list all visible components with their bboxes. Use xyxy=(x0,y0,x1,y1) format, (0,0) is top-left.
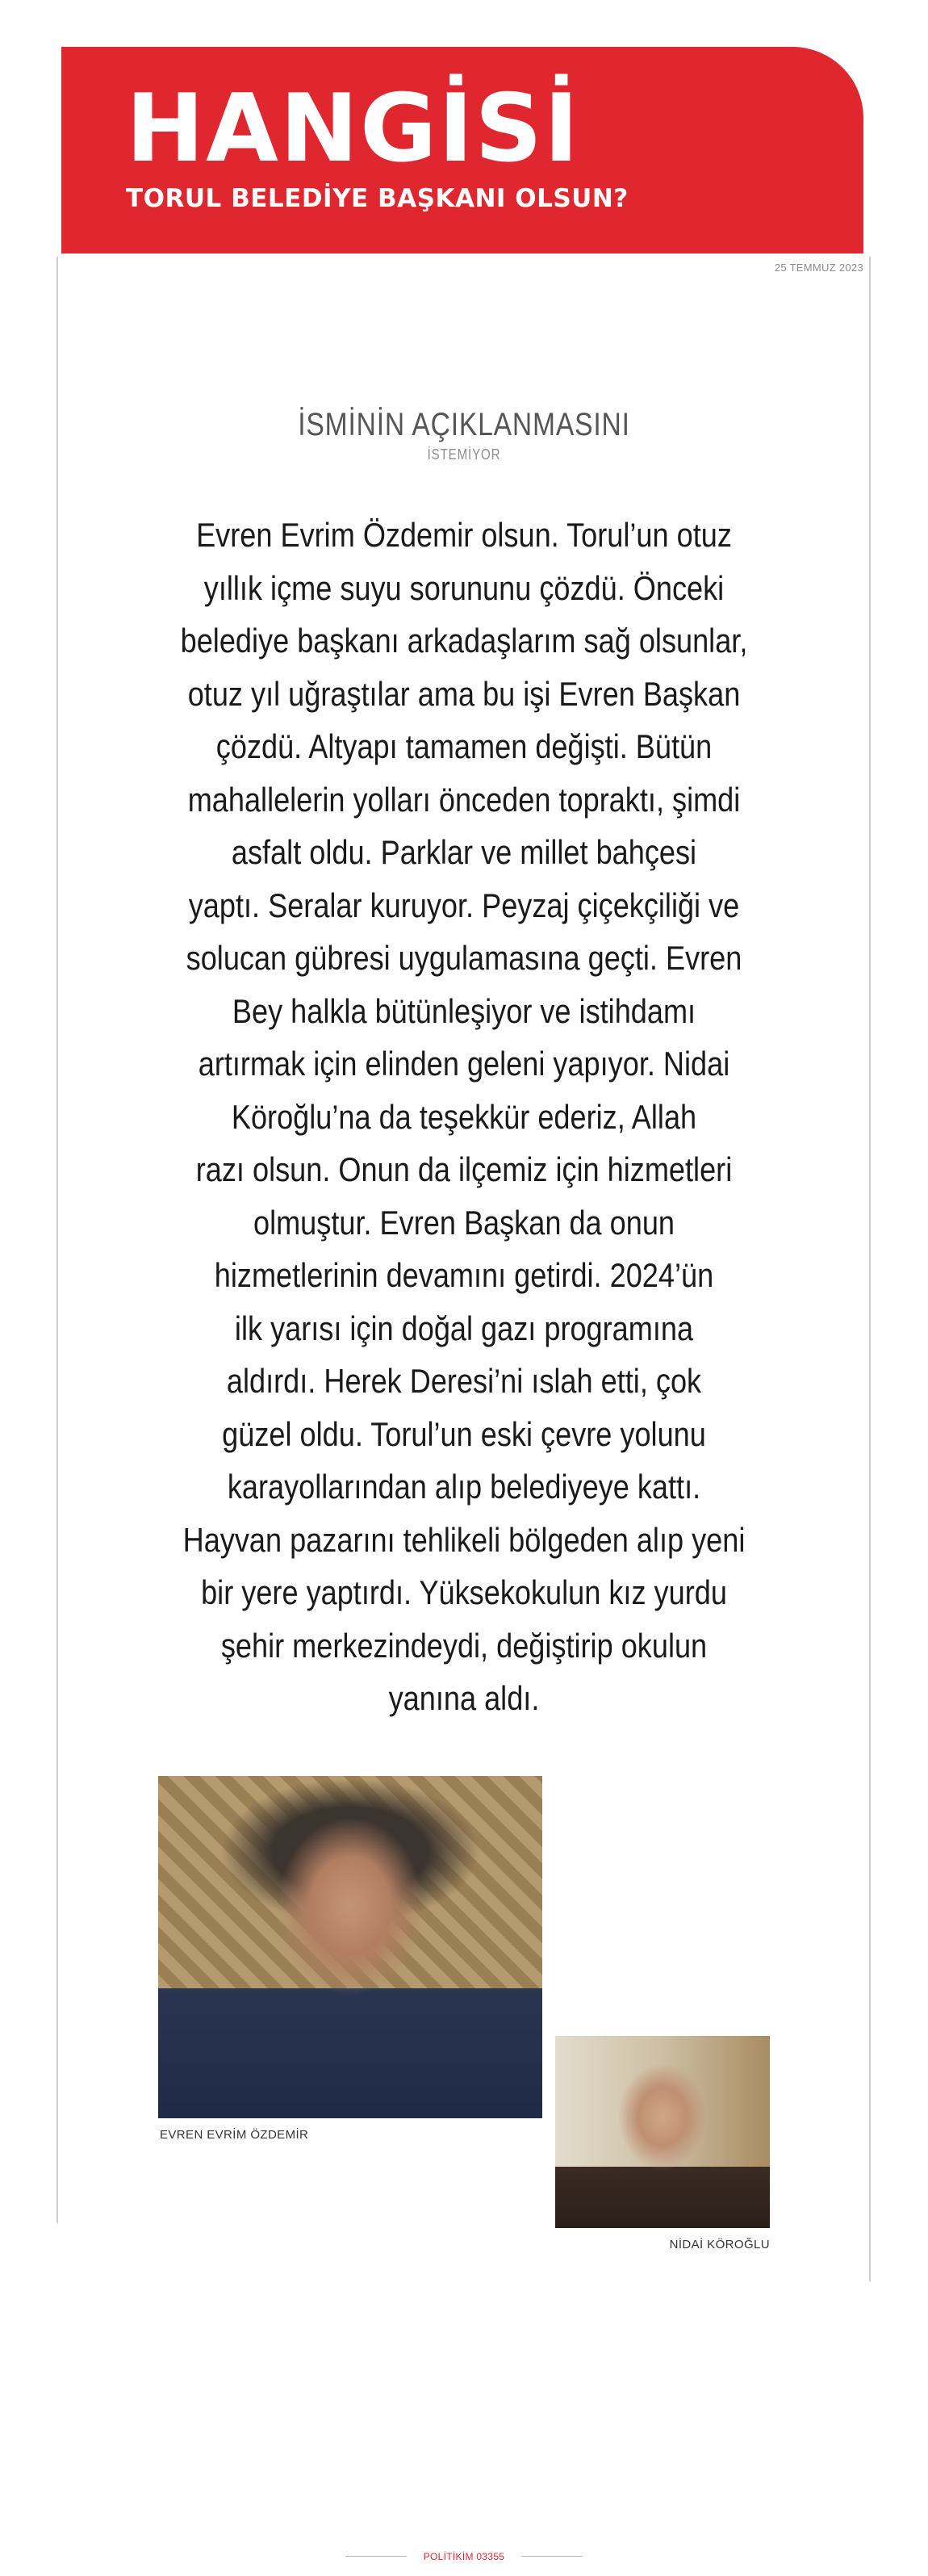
quote-body: Evren Evrim Özdemir olsun. Torul’un otuz yıllık içme suyu sorununu çözdü. Önceki belediye başkanı arkadaşlarım sağ olsunlar, otuz yıl uğraştılar ama bu işi Evren Başkan çözdü. Altyapı tamamen değişti. Bütün mahallelerin yolları önceden topraktı, şimdi asfalt oldu. Parklar ve millet bahçesi yaptı. Seralar kuruyor. Peyzaj çiçekçiliği ve solucan gübresi uygulamasına geçti. Evren Bey halkla bütünleşiyor ve istihdamı artırmak için elinden geleni yapıyor. Nidai Köroğlu’na da teşekkür ederiz, Allah razı olsun. Onun da ilçemiz için hizmetleri olmuştur. Evren Başkan da onun hizmetlerinin devamını getirdi. 2024’ün ilk yarısı için doğal gazı programına aldırdı. Herek Deresi’ni ıslah etti, çok güzel oldu. Torul’un eski çevre yolunu karayollarından alıp belediyeye kattı. Hayvan pazarını tehlikeli bölgeden alıp yeni bir yere yaptırdı. Yüksekokulun kız yurdu şehir merkezindeydi, değiştirip okulun yanına aldı. xyxy=(180,516,748,1717)
right-border-line xyxy=(869,257,871,2281)
portrait-photo-koroglu xyxy=(555,2036,770,2228)
page-footer xyxy=(0,2549,928,2564)
header-subtitle: TORUL BELEDİYE BAŞKANI OLSUN? xyxy=(126,184,629,213)
footer-rule-right xyxy=(521,2556,583,2557)
footer-page-label: POLİTİKİM 03355 xyxy=(423,2550,505,2562)
footer-rule-left xyxy=(345,2556,407,2557)
portrait-photo-ozdemir xyxy=(158,1776,542,2118)
quote-subtitle: İSTEMİYOR xyxy=(427,446,501,463)
quote-title: İSMİNİN AÇIKLANMASINI xyxy=(298,407,630,442)
photo-caption-koroglu: NİDAİ KÖROĞLU xyxy=(669,2238,770,2251)
header-banner xyxy=(61,47,863,253)
photo-caption-ozdemir: EVREN EVRİM ÖZDEMİR xyxy=(160,2128,309,2142)
header-title: HANGİSİ xyxy=(126,74,581,183)
left-border-line xyxy=(56,257,58,2223)
publish-date: 25 TEMMUZ 2023 xyxy=(774,262,863,274)
quote-heading xyxy=(0,407,928,463)
